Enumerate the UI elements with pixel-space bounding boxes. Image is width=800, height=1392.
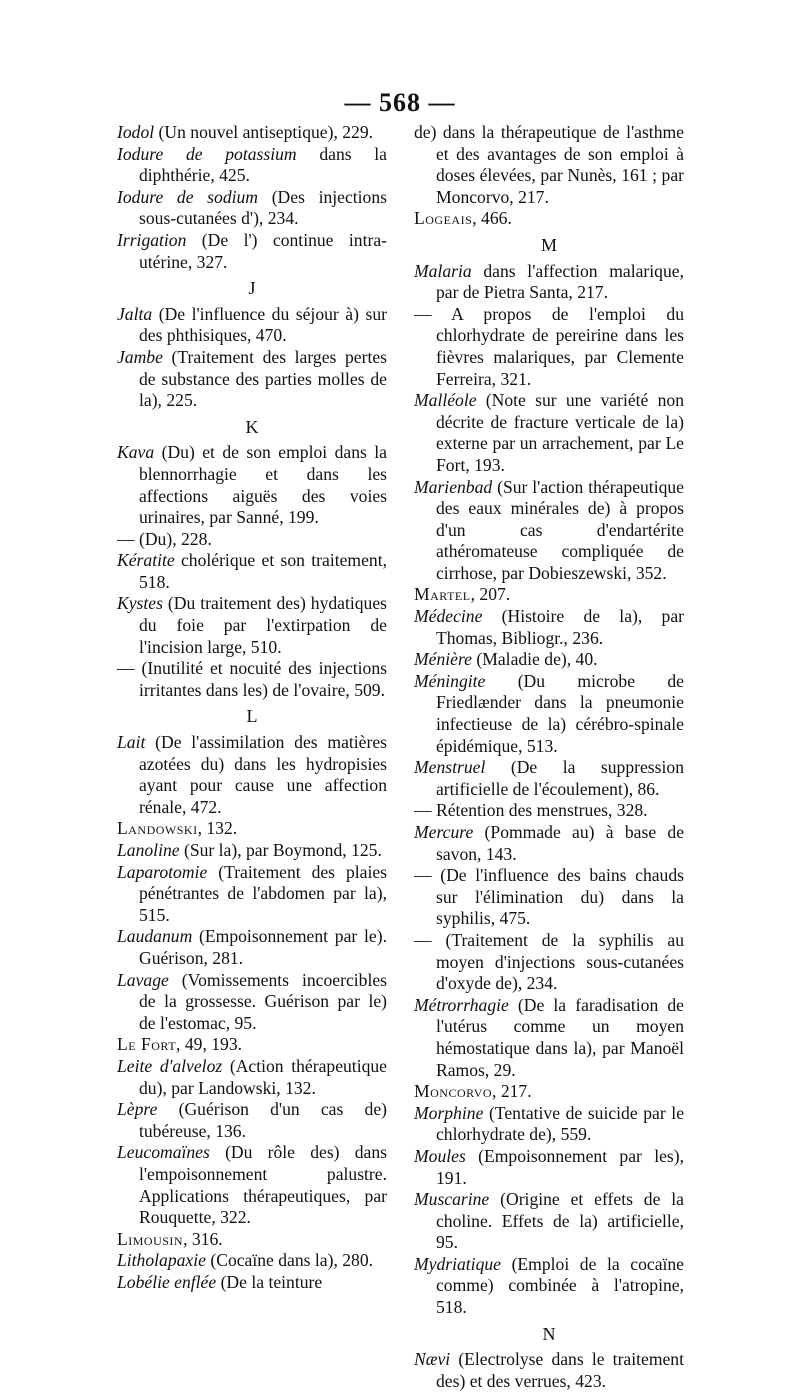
entry-text: (Vomissements incoercibles de la grossesse. Guérison par le) de l'estomac, 95. [139,969,387,1033]
index-entry [414,584,684,606]
index-entry [414,1254,684,1319]
index-entry [117,1250,387,1272]
entry-headword: Jambe [117,346,163,367]
entry-text: , 316. [183,1228,223,1249]
index-entry [117,230,387,273]
entry-headword: Lavage [117,969,169,990]
index-entry [414,930,684,995]
entry-headword: Moules [414,1145,466,1166]
index-entry [117,187,387,230]
index-entry [414,671,684,757]
entry-text: (Un nouvel antiseptique), 229. [154,122,374,142]
index-entry [414,1146,684,1189]
index-entry [117,144,387,187]
index-entry [414,1349,684,1392]
index-entry [117,442,387,528]
index-entry [117,1229,387,1251]
entry-text: (Pommade au) à base de savon, 143. [436,822,684,864]
index-entry [117,550,387,593]
entry-text: (Guérison d'un cas de) tubéreuse, 136. [139,1099,387,1141]
entry-headword: Irrigation [117,229,187,250]
index-entry [414,865,684,930]
entry-headword: Leucomaïnes [117,1142,210,1163]
entry-author: Logeais [414,208,473,229]
entry-headword: Lanoline [117,840,180,860]
entry-headword: Nævi [414,1349,451,1370]
entry-author: Martel [414,584,471,605]
index-entry [117,818,387,840]
entry-headword: Iodure de potassium [117,143,297,164]
entry-text: (Sur la), par Boymond, 125. [179,840,382,860]
entry-text: , 217. [492,1081,532,1102]
entry-headword: Litholapaxie [117,1250,206,1271]
entry-text: (Traitement des plaies pénétrantes de l'abdomen par la), 515. [139,861,387,925]
index-entry [414,649,684,671]
entry-text: , 466. [472,208,512,229]
entry-text: — (Traitement de la syphilis au moyen d'injections sous-cutanées d'oxyde de), 234. [414,929,684,994]
entry-text: (Du) et de son emploi dans la blennorrhagie et dans les affections aiguës des voies urinaires, par Sanné, 199. [139,442,387,528]
entry-author: Limousin [117,1228,184,1249]
entry-headword: Marienbad [414,476,493,497]
entry-headword: Muscarine [414,1189,490,1210]
entry-text: (De la teinture [216,1271,323,1292]
index-entry [414,390,684,476]
entry-text: — (Inutilité et nocuité des injections irritantes dans les) de l'ovaire, 509. [117,658,387,700]
entry-text: dans l'affection malarique, par de Pietra Santa, 217. [436,260,684,303]
entry-text: (Note sur une variété non décrite de fracture verticale de la) externe par un arrachement, par Le Fort, 193. [436,390,684,475]
index-entry [117,1272,387,1294]
entry-headword: Menstruel [414,757,486,778]
index-entry [117,732,387,818]
entry-text: — (Du), 228. [117,528,212,549]
index-entry [414,122,684,208]
index-entry [117,1056,387,1099]
entry-headword: Morphine [414,1102,484,1123]
entry-text: (Histoire de la), par Thomas, Bibliogr., 236. [436,606,684,648]
index-entry [414,304,684,390]
entry-text: (De l'assimilation des matières azotées du) dans les hydropisies ayant pour cause une affection rénale, 472. [139,732,387,817]
entry-headword: Laparotomie [117,861,208,882]
entry-author: Moncorvo [414,1081,493,1102]
entry-text: (De l') continue intra-utérine, 327. [139,229,387,272]
section-letter: N [542,1323,556,1344]
left-column [117,122,387,1293]
entry-text: dans la diphthérie, 425. [139,143,387,186]
entry-headword: Malléole [414,390,477,411]
entry-text: (Maladie de), 40. [471,649,598,670]
page-number: — 568 — [344,88,456,117]
entry-text: , 49, 193. [176,1034,243,1055]
entry-text: (Tentative de suicide par le chlorhydrate de), 559. [436,1102,684,1145]
entry-text: — (De l'influence des bains chauds sur l'élimination du) dans la syphilis, 475. [414,865,684,929]
entry-headword: Malaria [414,260,472,281]
index-entry [117,304,387,347]
entry-text: de) dans la thérapeutique de l'asthme et des avantages de son emploi à doses élevées, par Nunès, 161 ; par Moncorvo, 217. [414,122,684,207]
index-entry [414,1103,684,1146]
entry-text: (Empoisonnement par le). Guérison, 281. [139,926,387,968]
entry-text: (Electrolyse dans le traitement des) et des verrues, 423. [436,1349,684,1391]
section-letter: M [540,234,557,255]
entry-headword: Iodure de sodium [117,186,259,207]
entry-headword: Mydriatique [414,1253,501,1274]
entry-headword: Iodol [117,122,155,142]
entry-headword: Ménière [414,649,472,670]
entry-headword: Lait [117,732,146,753]
index-entry [117,1034,387,1056]
entry-headword: Lobélie enflée [117,1271,217,1292]
entry-headword: Kératite [117,550,175,571]
entry-text: cholérique et son traitement, 518. [139,550,387,592]
entry-text: (Origine et effets de la choline. Effets de la) artificielle, 95. [436,1189,684,1253]
entry-text: (De la faradisation de l'utérus comme un moyen hémostatique dans la), par Manoël Ramos, 29. [436,994,684,1080]
right-column [414,122,684,1392]
entry-text: (Des injections sous-cutanées d'), 234. [139,186,387,229]
index-entry [117,840,387,862]
entry-headword: Lèpre [117,1099,158,1120]
index-entry [414,1189,684,1254]
section-letter: J [248,278,256,299]
index-entry [117,593,387,658]
entry-text: (Du rôle des) dans l'empoisonnement palustre. Applications thérapeutiques, par Rouquette, 322. [139,1142,387,1228]
index-entry [117,1142,387,1228]
entry-text: (Empoisonnement par les), 191. [436,1145,684,1188]
entry-text: (Du traitement des) hydatiques du foie par l'extirpation de l'incision large, 510. [139,593,387,657]
entry-text: (Action thérapeutique du), par Landowski, 132. [139,1055,387,1098]
entry-text: (Sur l'action thérapeutique des eaux minérales de) à propos d'un cas d'endartérite athéromateuse compliquée de cirrhose, par Dobieszewski, 352. [436,476,684,583]
index-entry [117,1099,387,1142]
index-entry [414,477,684,585]
section-letter: L [246,706,258,727]
entry-text: (De la suppression artificielle de l'écoulement), 86. [436,757,684,799]
entry-headword: Laudanum [117,926,193,947]
index-entry [414,261,684,304]
entry-headword: Mercure [414,822,474,842]
index-entry [414,1081,684,1103]
index-entry [117,862,387,927]
index-entry [414,822,684,865]
entry-headword: Métrorrhagie [414,994,509,1015]
entry-author: Le Fort [117,1034,177,1055]
index-entry [414,800,684,822]
index-entry [414,995,684,1081]
entry-text: (Cocaïne dans la), 280. [205,1250,374,1271]
entry-headword: Kava [117,442,155,463]
entry-headword: Médecine [414,606,483,627]
entry-headword: Leite d'alveloz [117,1055,223,1076]
index-entry [117,122,387,144]
entry-text: (Du microbe de Friedlænder dans la pneumonie infectieuse de la) cérébro-spinale épidémique, 513. [436,670,684,756]
index-entry [414,757,684,800]
entry-text: (Traitement des larges pertes de substance des parties molles de la), 225. [139,346,387,411]
entry-headword: Méningite [414,670,486,691]
index-entry [117,347,387,412]
index-entry [117,658,387,701]
entry-headword: Jalta [117,303,153,324]
entry-text: , 207. [470,584,511,605]
entry-text: , 132. [197,818,238,839]
entry-text: (De l'influence du séjour à) sur des phthisiques, 470. [139,303,387,346]
index-entry [117,970,387,1035]
index-entry [414,606,684,649]
entry-text: (Emploi de la cocaïne comme) combinée à l'atropine, 518. [436,1253,684,1318]
entry-headword: Kystes [117,593,163,614]
index-entry [117,926,387,969]
entry-author: Landowski [117,818,198,839]
entry-text: — Rétention des menstrues, 328. [414,800,648,821]
index-entry [117,529,387,551]
section-letter: K [245,416,259,437]
entry-text: — A propos de l'emploi du chlorhydrate de pereirine dans les fièvres malariques, par Clemente Ferreira, 321. [414,303,684,389]
index-entry [414,208,684,230]
